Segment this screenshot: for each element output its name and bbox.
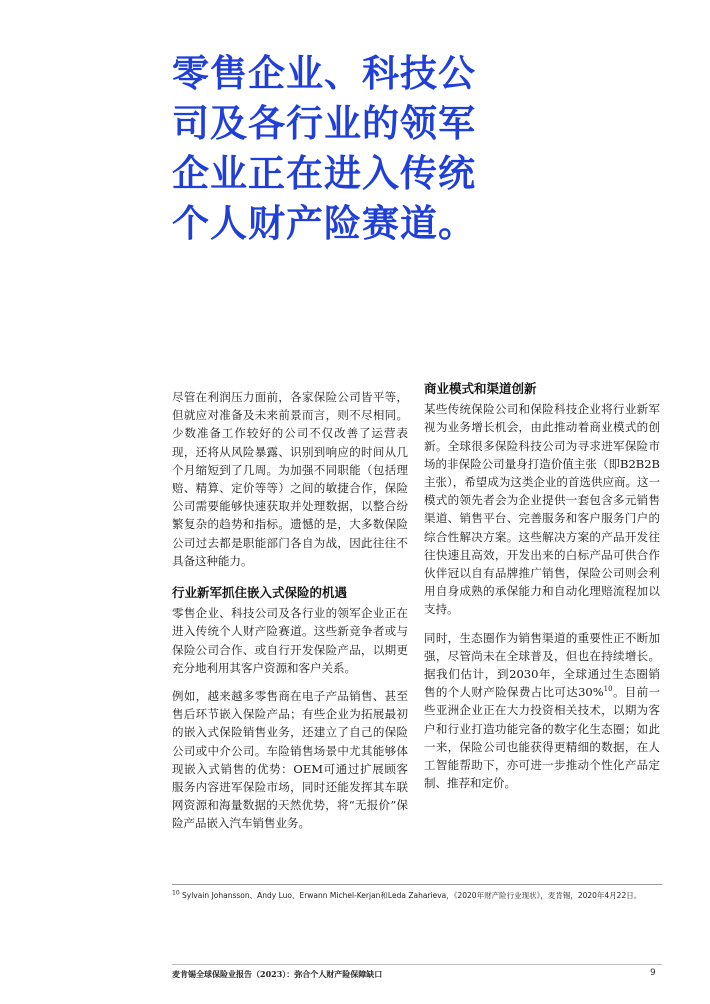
title-line-2: 司及各行业的领军 — [172, 101, 476, 145]
left-column — [172, 388, 408, 843]
right-column — [424, 381, 661, 802]
title-line-3: 企业正在进入传统 — [172, 151, 476, 195]
footnote-reference[interactable]: 10 — [603, 685, 613, 694]
section-heading: 行业新军抓住嵌入式保险的机遇 — [172, 585, 348, 601]
paragraph: 尽管在利润压力面前，各家保险公司皆平等，但就应对准备及未来前景而言，则不尽相同。少数准备工作较好的公司不仅改善了运营表现，还将从风险暴露、识别到响应的时间从几个月缩短到了几周。为加强不同职能（包括理赔、精算、定价等等）之间的敏捷合作，保险公司需要能够快速获取并处理数据，以整合纷繁复杂的趋势和指标。遗憾的是，大多数保险公司过去都是职能部门各自为战，因此往往不具备这种能力。 — [172, 390, 408, 568]
footnote-number: 10 — [172, 889, 180, 897]
paragraph: 例如，越来越多零售商在电子产品销售、甚至售后环节嵌入保险产品；有些企业为拓展最初的嵌入式保险销售业务，还建立了自己的保险公司或中介公司。车险销售场景中尤其能够体现嵌入式销售的优势：OEM可通过扩展顾客服务内容进军保险市场，同时还能发挥其车联网资源和海量数据的天然优势，将“无报价”保险产品嵌入汽车销售业务。 — [172, 689, 408, 831]
title-line-1: 零售企业、科技公 — [172, 51, 476, 95]
paragraph-text: 。目前一些亚洲企业正在大力投资相关技术，以期为客户和行业打造功能完备的数字化生态圈；如此一来，保险公司也能获得更精细的数据，在人工智能帮助下，亦可进一步推动个性化产品定制、推荐和定价。 — [424, 685, 661, 791]
page-title — [172, 48, 552, 248]
paragraph: 零售企业、科技公司及各行业的领军企业正在进入传统个人财产险赛道。这些新竞争者或与保险公司合作、或自行开发保险产品，以期更充分地利用其客户资源和客户关系。 — [172, 606, 408, 675]
paragraph: 某些传统保险公司和保险科技企业将行业新军视为业务增长机会，由此推动着商业模式的创新。全球很多保险科技公司为寻求进军保险市场的非保险公司量身打造价值主张（即B2B2B主张），希望成为这类企业的首选供应商。这一模式的领先者会为企业提供一套包含多元销售渠道、销售平台、完善服务和客户服务门户的综合性解决方案。这些解决方案的产品开发往往快速且高效，开发出来的白标产品可供合作伙伴冠以自有品牌推广销售，保险公司则会利用自身成熟的承保能力和自动化理赔流程加以支持。 — [424, 402, 660, 617]
footnote — [172, 890, 672, 901]
title-line-4: 个人财产险赛道。 — [172, 201, 476, 245]
paragraph — [424, 629, 660, 793]
page-number: 9 — [650, 968, 656, 978]
section-heading: 商业模式和渠道创新 — [424, 381, 537, 396]
footnote-text: Sylvain Johansson、Andy Luo、Erwann Michel-Kerjan和Leda Zaharieva，《2020年财产险行业现状》，麦肯锡，2020年4月22日。 — [179, 891, 642, 900]
footer-report-title: 麦肯锡全球保险业报告（2023）：弥合个人财产险保障缺口 — [172, 969, 383, 979]
footnote-divider — [172, 884, 662, 885]
footer-divider — [172, 964, 662, 965]
paragraph-text: 同时，生态圈作为销售渠道的重要性正不断加强，尽管尚未在全球普及，但也在持续增长。据我们估计，到2030年，全球通过生态圈销售的个人财产险保费占比可达30% — [424, 630, 660, 700]
